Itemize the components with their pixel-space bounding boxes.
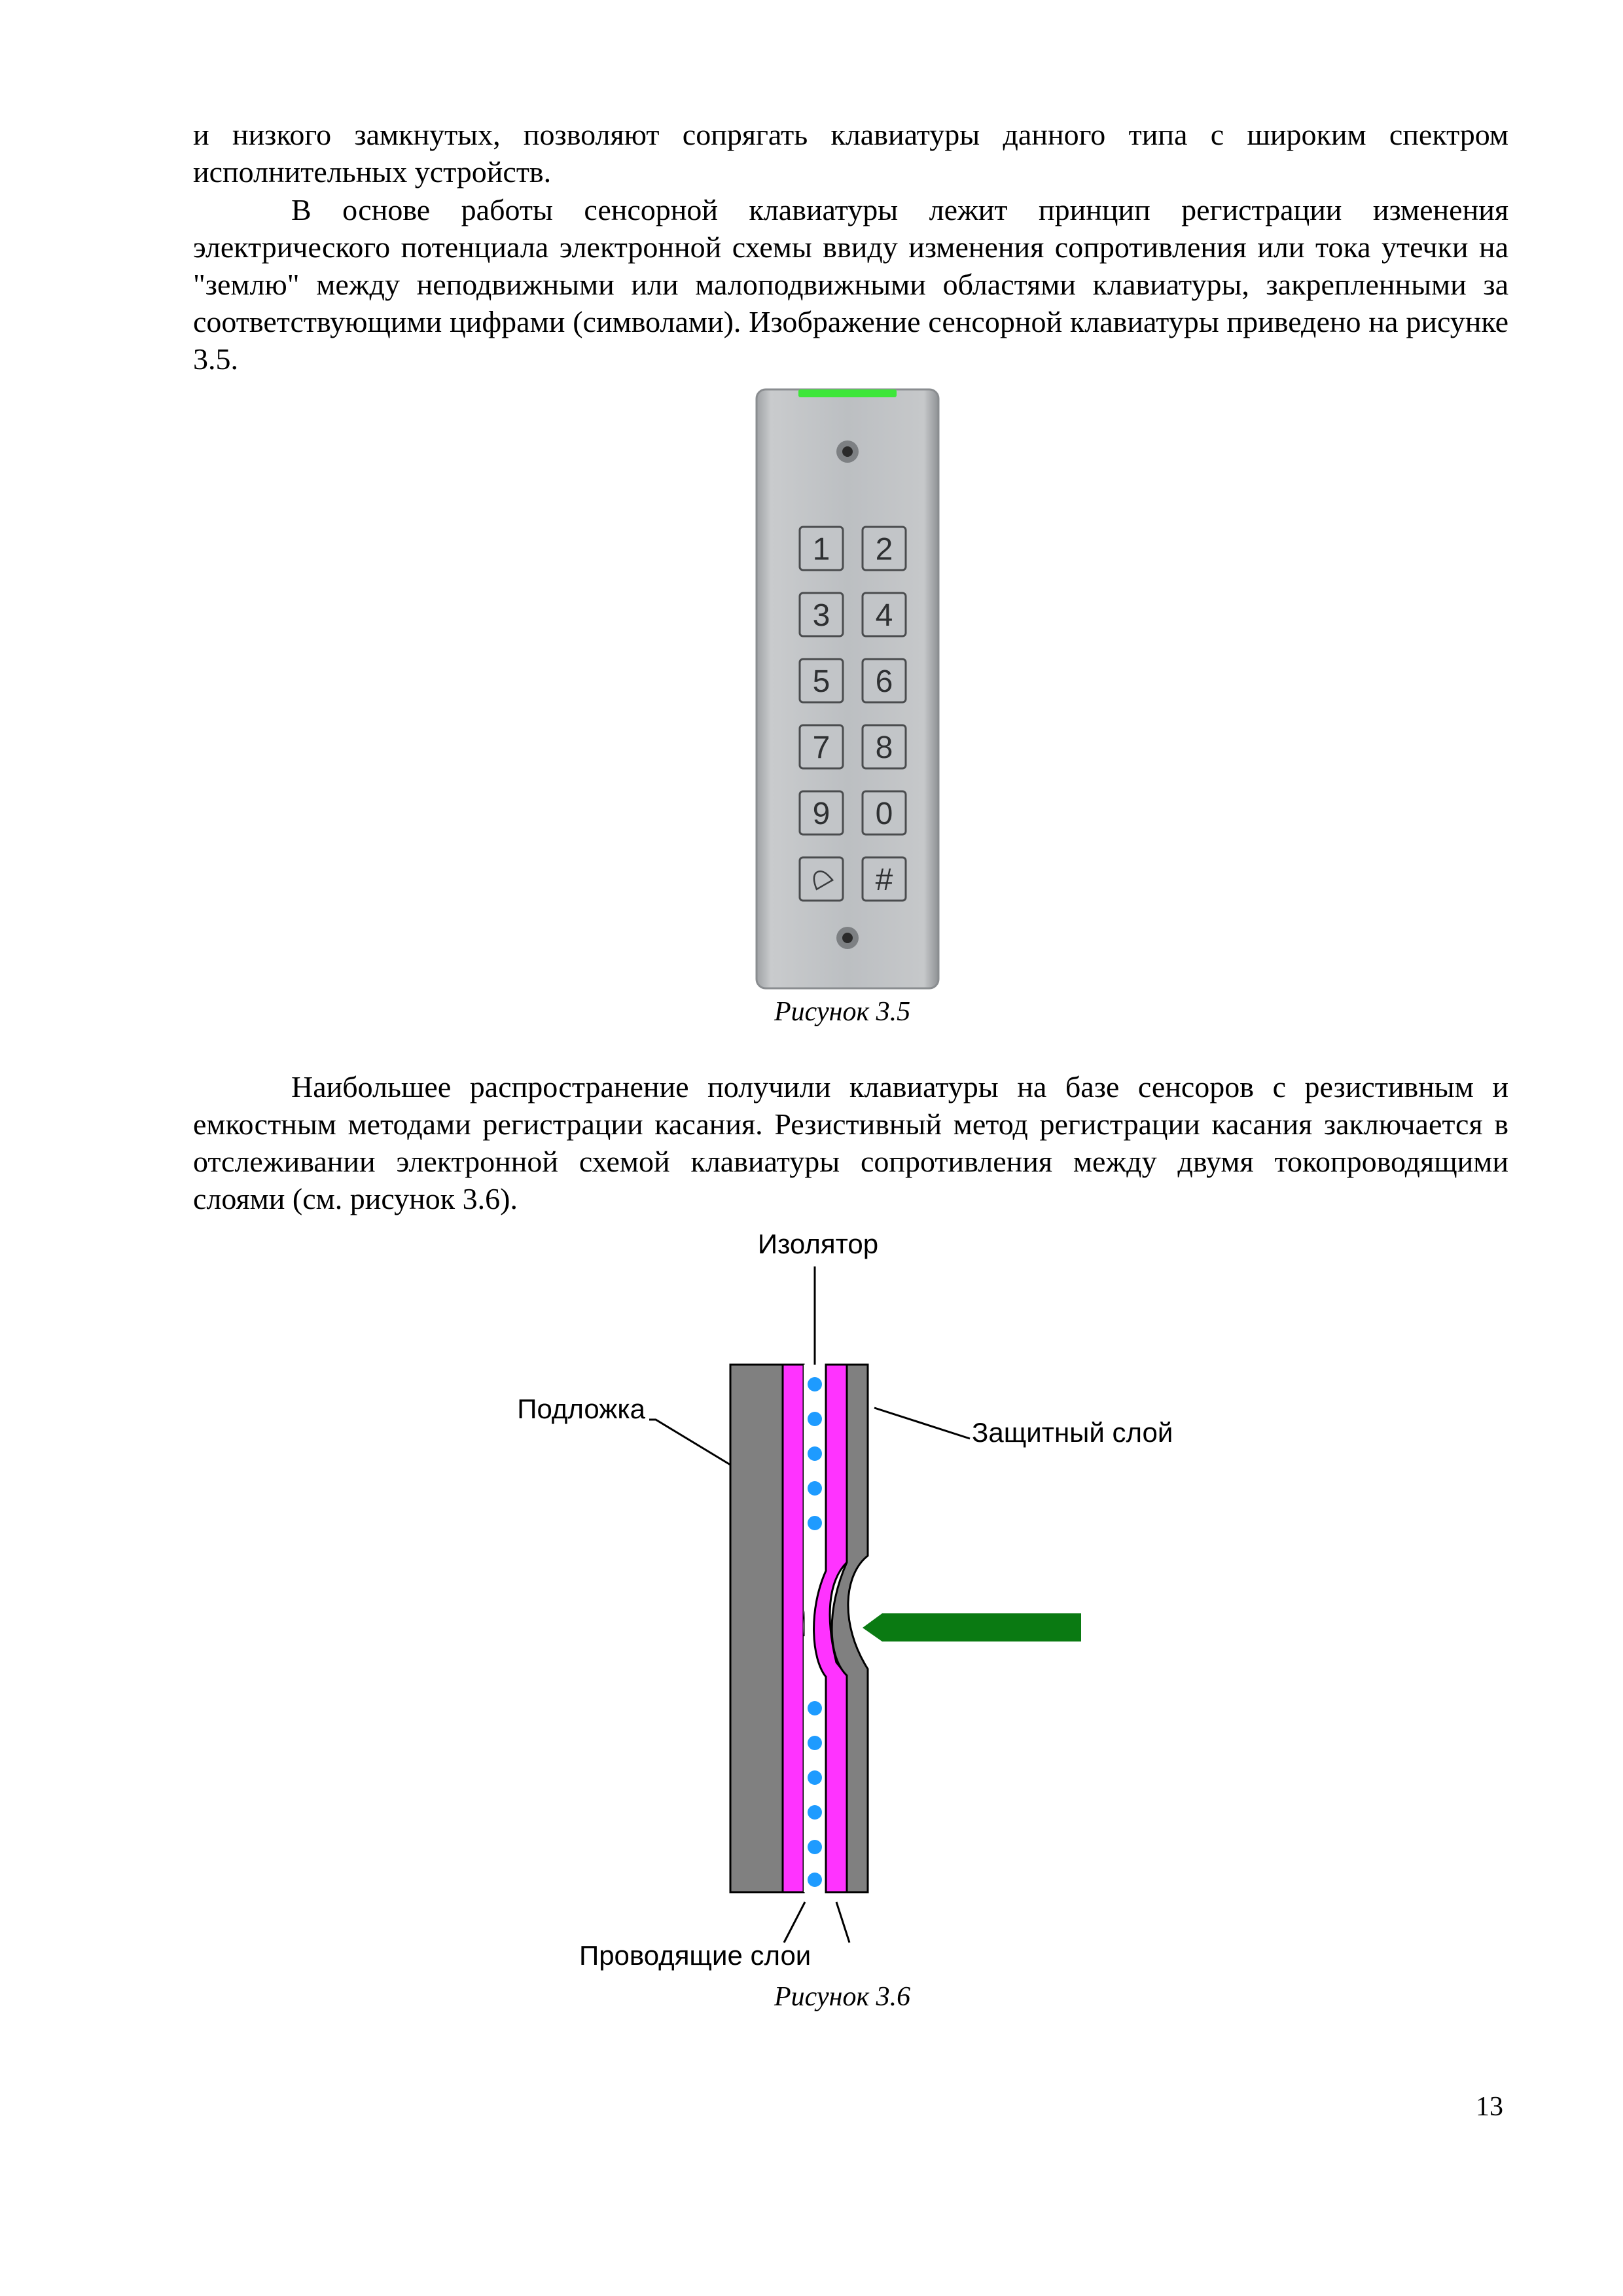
figure-3-6-caption: Рисунок 3.6 xyxy=(774,1982,911,2012)
keypad-key-9 xyxy=(800,791,843,834)
keypad-key-12 xyxy=(863,857,906,901)
figure-3-5-caption: Рисунок 3.5 xyxy=(774,997,911,1027)
keypad-key-label: 2 xyxy=(875,532,893,567)
keypad-key-label: 5 xyxy=(812,664,830,699)
resistive-layers-diagram xyxy=(491,1217,1173,1971)
paragraph-touch-keyboard-principle: В основе работы сенсорной клавиатуры лежит принцип регистрации изменения электрического потенциала электронной схемы ввиду изменения сопротивления или тока утечки на "землю" между неподвижными или малоподвижными областями клавиатуры, закрепленными за соответствующими цифрами (символами). Изображение сенсорной клавиатуры приведено на рисунке 3.5. xyxy=(193,193,1508,376)
keypad-key-label: 1 xyxy=(812,532,830,567)
paragraph-resistive-method: Наибольшее распространение получили клавиатуры на базе сенсоров с резистивным и емкостным методами регистрации касания. Резистивный метод регистрации касания заключается в отслеживании электронной схемой клавиатуры сопротивления между двумя токопроводящими слоями (см. рисунок 3.6). xyxy=(193,1070,1508,1215)
keypad-body xyxy=(757,389,938,988)
keypad-key-label: 0 xyxy=(875,797,893,831)
keypad-key-7 xyxy=(800,725,843,768)
keypad-key-1 xyxy=(800,527,843,570)
status-led xyxy=(798,389,897,397)
keypad-key-6 xyxy=(863,659,906,702)
pressure-arrow-icon xyxy=(863,1613,1081,1641)
keypad-key-label: # xyxy=(875,863,893,897)
conductive-layers-label: Проводящие слои xyxy=(579,1940,812,1971)
keypad-key-11 xyxy=(800,857,843,901)
keypad-key-label: 7 xyxy=(812,730,830,765)
keypad-key-label: 3 xyxy=(812,598,830,633)
keypad-key-label: 8 xyxy=(875,730,893,765)
keypad-key-5 xyxy=(800,659,843,702)
touch-keypad-figure xyxy=(753,383,942,995)
keypad-key-label: 9 xyxy=(812,797,830,831)
conductive-layer-left xyxy=(783,1365,804,1892)
keypad-key-3 xyxy=(800,593,843,636)
keypad-key-label: 6 xyxy=(875,664,893,699)
substrate-layer xyxy=(730,1365,783,1892)
protective-layer-label: Защитный слой xyxy=(972,1417,1173,1448)
keypad-key-2 xyxy=(863,527,906,570)
keypad-key-8 xyxy=(863,725,906,768)
substrate-label: Подложка xyxy=(517,1393,645,1424)
keypad-key-10 xyxy=(863,791,906,834)
keypad-key-4 xyxy=(863,593,906,636)
page-number: 13 xyxy=(1476,2092,1503,2122)
insulator-label: Изолятор xyxy=(757,1229,879,1259)
paragraph-continuation: и низкого замкнутых, позволяют сопрягать клавиатуры данного типа с широким спектром исполнительных устройств. xyxy=(193,118,1508,188)
keypad-key-label: 4 xyxy=(875,598,893,633)
